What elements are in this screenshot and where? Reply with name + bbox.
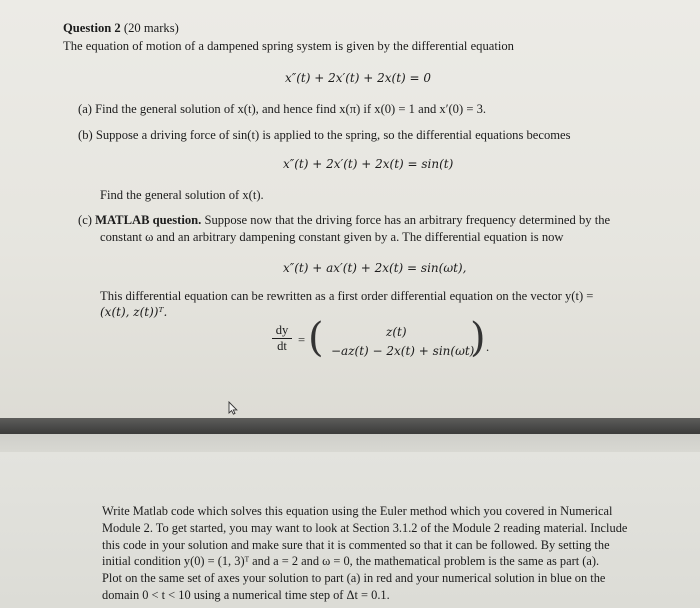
continuation-line-6: domain 0 < t < 10 using a numerical time step of Δt = 0.1. xyxy=(102,588,390,602)
left-paren: ( xyxy=(308,315,324,361)
part-c-line-2: constant ω and an arbitrary dampening constant given by a. The differential equation is now xyxy=(100,230,564,244)
page-divider-light xyxy=(0,434,700,452)
vector-bottom-entry: −az(t) − 2x(t) + sin(ωt) xyxy=(331,344,475,358)
part-c-bold-label: MATLAB question. xyxy=(95,213,202,227)
question-intro: The equation of motion of a dampened spring system is given by the differential equation xyxy=(63,39,514,53)
right-paren: ) xyxy=(470,315,486,361)
question-title xyxy=(63,21,179,36)
continuation-line-5: Plot on the same set of axes your solution to part (a) in red and your numerical solution in blue on the xyxy=(102,571,606,585)
vector-equals: = xyxy=(298,333,306,347)
part-c-line-1 xyxy=(78,213,610,228)
equation-1: x″(t) + 2x′(t) + 2x(t) = 0 xyxy=(285,71,432,85)
question-number: Question 2 xyxy=(63,21,121,35)
vector-top-entry: z(t) xyxy=(386,325,407,339)
continuation-line-4: initial condition y(0) = (1, 3)ᵀ and a = 2 and ω = 0, the mathematical problem is the same as part (a). xyxy=(102,554,600,568)
part-b-text: (b) Suppose a driving force of sin(t) is applied to the spring, so the differential equations becomes xyxy=(78,128,571,142)
equation-3: x″(t) + ax′(t) + 2x(t) = sin(ωt), xyxy=(283,261,467,275)
continuation-line-2: Module 2. To get started, you may want to look at Section 3.1.2 of the Module 2 reading material. Include xyxy=(102,521,628,535)
continuation-line-1: Write Matlab code which solves this equation using the Euler method which you covered in Numerical xyxy=(102,504,613,518)
derivative-denominator: dt xyxy=(277,339,287,353)
page-divider-dark xyxy=(0,418,700,434)
question-marks: (20 marks) xyxy=(123,21,179,35)
part-c-label: (c) xyxy=(78,213,92,227)
part-a-text: (a) Find the general solution of x(t), and hence find x(π) if x(0) = 1 and x′(0) = 3. xyxy=(78,102,487,116)
rewrite-line-2: (x(t), z(t))ᵀ. xyxy=(100,305,168,319)
vector-end-period: . xyxy=(486,340,490,354)
part-b-find: Find the general solution of x(t). xyxy=(100,188,264,202)
equation-2: x″(t) + 2x′(t) + 2x(t) = sin(t) xyxy=(283,157,454,171)
continuation-line-3: this code in your solution and make sure that it is commented so that it can be followed. By setting the xyxy=(102,538,610,552)
mouse-pointer-icon xyxy=(228,401,238,415)
derivative-fraction xyxy=(272,323,292,354)
rewrite-line-1: This differential equation can be rewritten as a first order differential equation on the vector y(t) = xyxy=(100,289,594,303)
part-c-text-1: Suppose now that the driving force has an arbitrary frequency determined by the xyxy=(204,213,611,227)
derivative-numerator: dy xyxy=(272,323,292,339)
